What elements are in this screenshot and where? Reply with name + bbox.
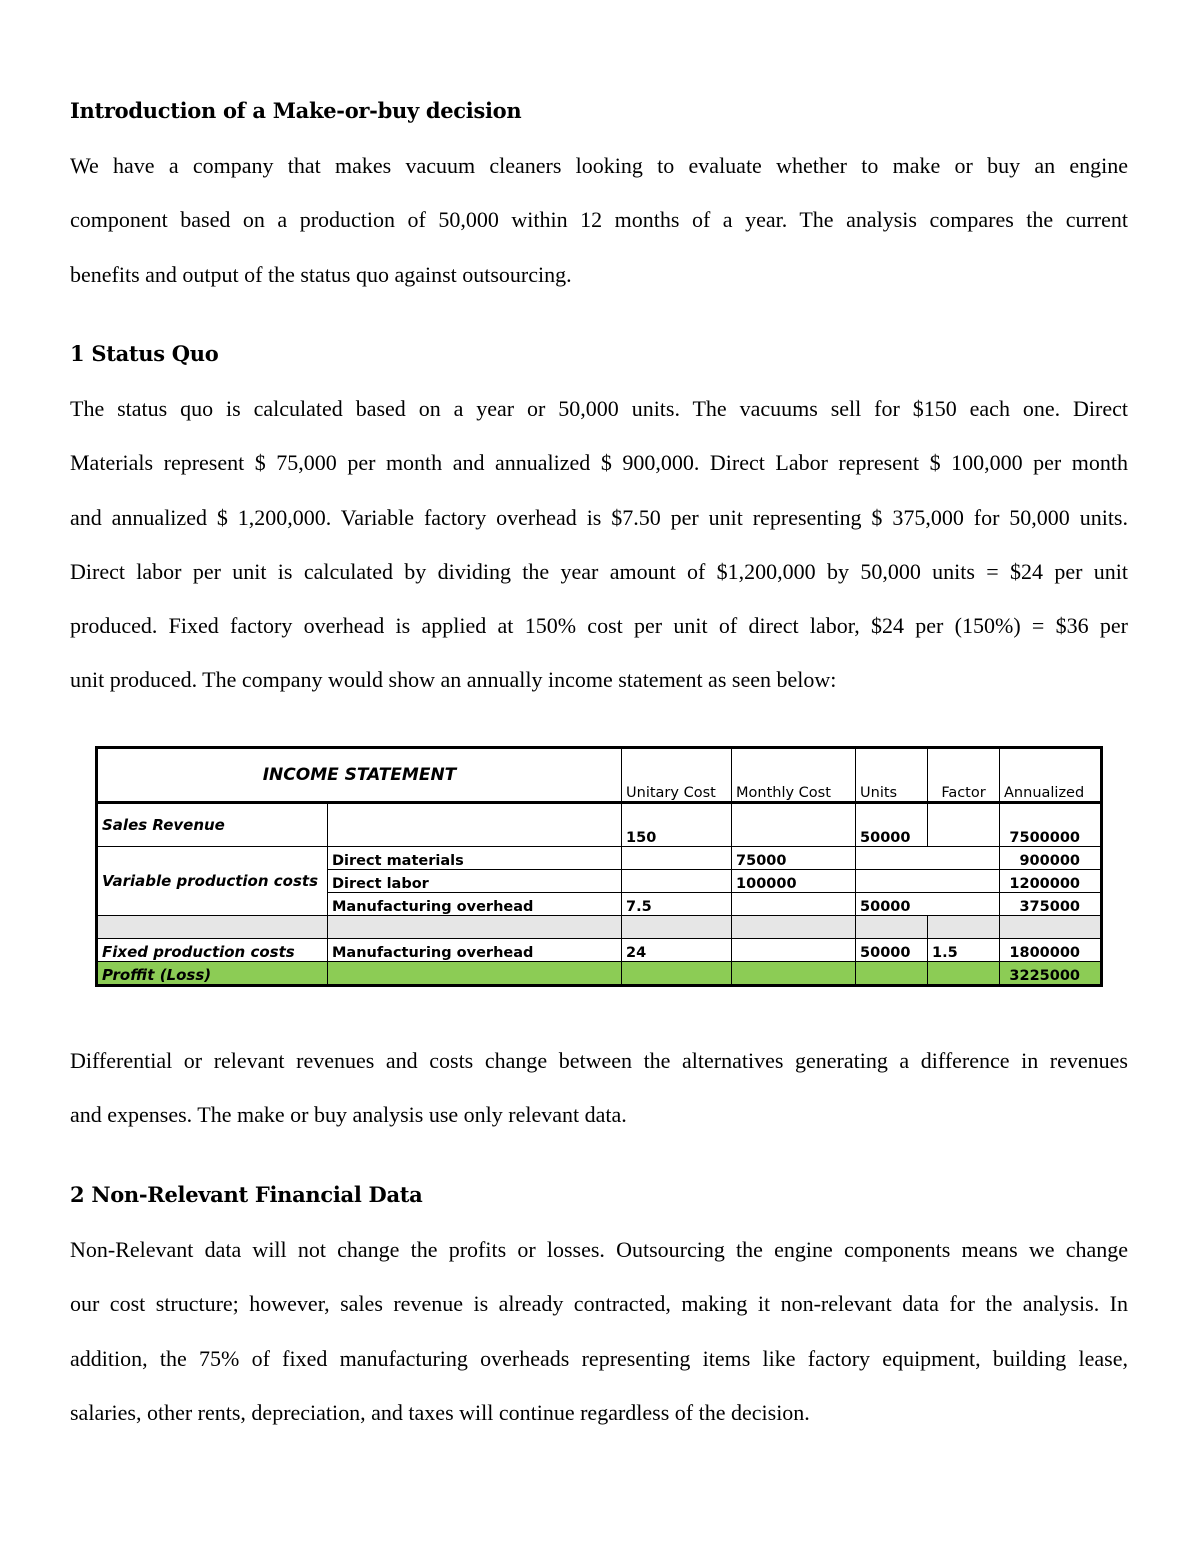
row-label: Proffit (Loss): [97, 962, 328, 986]
non-relevant-heading: 2 Non-Relevant Financial Data: [70, 1182, 423, 1207]
table-row: [97, 847, 1102, 870]
status-quo-heading: 1 Status Quo: [70, 341, 219, 366]
row-label: Fixed production costs: [97, 939, 328, 962]
table-cell: 3225000: [1000, 962, 1102, 986]
table-cell: 24: [622, 939, 732, 962]
status-quo-line: produced. Fixed factory overhead is applied at 150% cost per unit of direct labor, $24 per (150%) = $36 per: [70, 613, 1128, 639]
status-quo-line: and annualized $ 1,200,000. Variable factory overhead is $7.50 per unit representing $ 375,000 for 50,000 units.: [70, 504, 1128, 530]
column-header: Unitary Cost: [622, 748, 732, 803]
table-cell: [856, 847, 1000, 870]
profit-row: [97, 962, 1102, 986]
non-relevant-line: Non-Relevant data will not change the profits or losses. Outsourcing the engine components means we change: [70, 1237, 1128, 1262]
table-cell: [622, 870, 732, 893]
table-cell: Manufacturing overhead: [328, 939, 622, 962]
differential-line: Differential or relevant revenues and costs change between the alternatives generating a difference in revenues: [70, 1048, 1128, 1073]
differential-paragraph: [70, 1034, 1128, 1143]
table-cell: 100000: [732, 870, 856, 893]
status-quo-paragraph: [70, 382, 1128, 708]
non-relevant-paragraph: [70, 1223, 1128, 1440]
income-statement-table: [95, 746, 1100, 987]
intro-heading: Introduction of a Make-or-buy decision: [70, 98, 522, 123]
table-row: [97, 803, 1102, 847]
table-cell: [732, 803, 856, 847]
spacer-row: [97, 916, 1102, 939]
non-relevant-line: our cost structure; however, sales revenue is already contracted, making it non-relevant data for the analysis. In: [70, 1291, 1128, 1317]
table-cell: [328, 803, 622, 847]
table-cell: 900000: [1000, 847, 1102, 870]
differential-line: and expenses. The make or buy analysis use only relevant data.: [70, 1102, 627, 1128]
table-header-row: [97, 748, 1102, 803]
table-cell: 75000: [732, 847, 856, 870]
column-header: Units: [856, 748, 928, 803]
table-cell: [622, 847, 732, 870]
column-header: Annualized: [1000, 748, 1102, 803]
table-cell: [856, 870, 1000, 893]
status-quo-line: Direct labor per unit is calculated by dividing the year amount of $1,200,000 by 50,000 units = $24 per unit: [70, 558, 1128, 584]
table-cell: 1.5: [928, 939, 1000, 962]
status-quo-line: The status quo is calculated based on a year or 50,000 units. The vacuums sell for $150 each one. Direct: [70, 396, 1128, 421]
table-cell: 50000: [856, 893, 1000, 916]
intro-paragraph: [70, 139, 1128, 302]
table-cell: Manufacturing overhead: [328, 893, 622, 916]
table-cell: 50000: [856, 939, 928, 962]
table-cell: 50000: [856, 803, 928, 847]
column-header: Monthly Cost: [732, 748, 856, 803]
table-cell: [732, 939, 856, 962]
table-cell: 1800000: [1000, 939, 1102, 962]
table-cell: Direct materials: [328, 847, 622, 870]
non-relevant-line: salaries, other rents, depreciation, and taxes will continue regardless of the decision.: [70, 1399, 810, 1425]
non-relevant-line: addition, the 75% of fixed manufacturing overheads representing items like factory equipment, building lease,: [70, 1345, 1128, 1371]
table-row: [97, 939, 1102, 962]
column-header: Factor: [928, 748, 1000, 803]
intro-line: component based on a production of 50,000 within 12 months of a year. The analysis compares the current: [70, 207, 1128, 233]
table-cell: 375000: [1000, 893, 1102, 916]
table-cell: 7.5: [622, 893, 732, 916]
table-title: INCOME STATEMENT: [97, 748, 622, 803]
row-label: Variable production costs: [97, 847, 328, 916]
table-cell: 1200000: [1000, 870, 1102, 893]
table-cell: [928, 803, 1000, 847]
table-cell: 150: [622, 803, 732, 847]
table-cell: Direct labor: [328, 870, 622, 893]
row-label: Sales Revenue: [97, 803, 328, 847]
table-cell: 7500000: [1000, 803, 1102, 847]
table-cell: [732, 893, 856, 916]
status-quo-line: Materials represent $ 75,000 per month and annualized $ 900,000. Direct Labor represent $ 100,000 per month: [70, 450, 1128, 476]
intro-line: benefits and output of the status quo against outsourcing.: [70, 261, 572, 287]
intro-line: We have a company that makes vacuum cleaners looking to evaluate whether to make or buy an engine: [70, 153, 1128, 178]
status-quo-line: unit produced. The company would show an annually income statement as seen below:: [70, 667, 837, 693]
